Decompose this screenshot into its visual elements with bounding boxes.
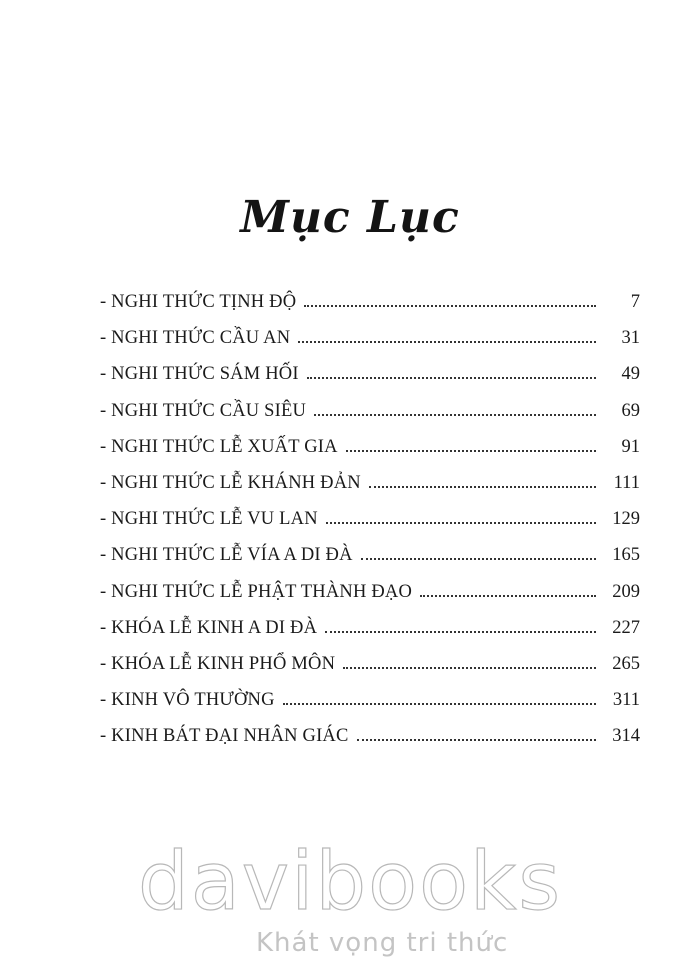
toc-entry xyxy=(100,582,640,618)
toc-dot-leader xyxy=(369,486,596,488)
toc-entry xyxy=(100,292,640,328)
toc-dot-leader xyxy=(307,377,596,379)
toc-dot-leader xyxy=(343,667,596,669)
toc-dot-leader xyxy=(357,739,596,741)
toc-entry-page-number: 111 xyxy=(613,472,640,493)
toc-entry-title: - KHÓA LỄ KINH PHỔ MÔN xyxy=(100,653,336,674)
toc-entry xyxy=(100,437,640,473)
toc-entry-title: - KINH BÁT ĐẠI NHÂN GIÁC xyxy=(100,726,349,747)
toc-entry-page-number: 31 xyxy=(621,328,640,349)
toc-dot-leader xyxy=(325,631,596,633)
toc-dot-leader xyxy=(283,703,596,705)
toc-entry-title: - NGHI THỨC LỄ VÍA A DI ĐÀ xyxy=(100,545,353,566)
table-of-contents xyxy=(100,292,640,762)
toc-entry xyxy=(100,690,640,726)
toc-entry-title: - KINH VÔ THƯỜNG xyxy=(100,690,275,711)
toc-dot-leader xyxy=(326,522,596,524)
toc-entry-page-number: 311 xyxy=(612,690,640,711)
toc-entry-title: - NGHI THỨC LỄ KHÁNH ĐẢN xyxy=(100,472,361,493)
toc-entry-page-number: 91 xyxy=(621,436,640,457)
toc-entry xyxy=(100,618,640,654)
toc-dot-leader xyxy=(420,595,596,597)
toc-entry-page-number: 129 xyxy=(612,509,640,530)
toc-entry-title: - NGHI THỨC LỄ VU LAN xyxy=(100,509,318,530)
toc-entry-title: - NGHI THỨC CẦU AN xyxy=(100,328,291,349)
page-title: Mục Lục xyxy=(240,192,460,243)
toc-entry-title: - NGHI THỨC LỄ XUẤT GIA xyxy=(100,436,338,457)
toc-dot-leader xyxy=(346,450,596,452)
toc-entry xyxy=(100,401,640,437)
toc-entry xyxy=(100,654,640,690)
toc-entry xyxy=(100,726,640,762)
toc-entry-title: - NGHI THỨC LỄ PHẬT THÀNH ĐẠO xyxy=(100,581,413,602)
toc-entry-title: - NGHI THỨC SÁM HỐI xyxy=(100,364,299,385)
toc-entry-page-number: 69 xyxy=(621,400,640,421)
toc-entry-page-number: 227 xyxy=(612,617,640,638)
toc-dot-leader xyxy=(361,558,596,560)
toc-entry-page-number: 314 xyxy=(612,726,640,747)
watermark-slogan: Khát vọng tri thức xyxy=(256,928,509,958)
toc-entry-page-number: 7 xyxy=(630,292,640,312)
toc-entry-page-number: 165 xyxy=(612,545,640,566)
toc-dot-leader xyxy=(314,414,596,416)
toc-entry-title: - KHÓA LỄ KINH A DI ĐÀ xyxy=(100,617,318,638)
toc-dot-leader xyxy=(304,305,596,307)
toc-entry xyxy=(100,364,640,400)
toc-entry-title: - NGHI THỨC TỊNH ĐỘ xyxy=(100,292,297,312)
toc-entry-title: - NGHI THỨC CẦU SIÊU xyxy=(100,400,307,421)
toc-dot-leader xyxy=(298,341,596,343)
watermark-brand: davibooks xyxy=(137,835,563,928)
toc-entry xyxy=(100,509,640,545)
toc-entry-page-number: 265 xyxy=(612,653,640,674)
toc-entry xyxy=(100,473,640,509)
toc-entry xyxy=(100,545,640,581)
toc-entry xyxy=(100,328,640,364)
toc-entry-page-number: 209 xyxy=(612,581,640,602)
toc-entry-page-number: 49 xyxy=(621,364,640,385)
